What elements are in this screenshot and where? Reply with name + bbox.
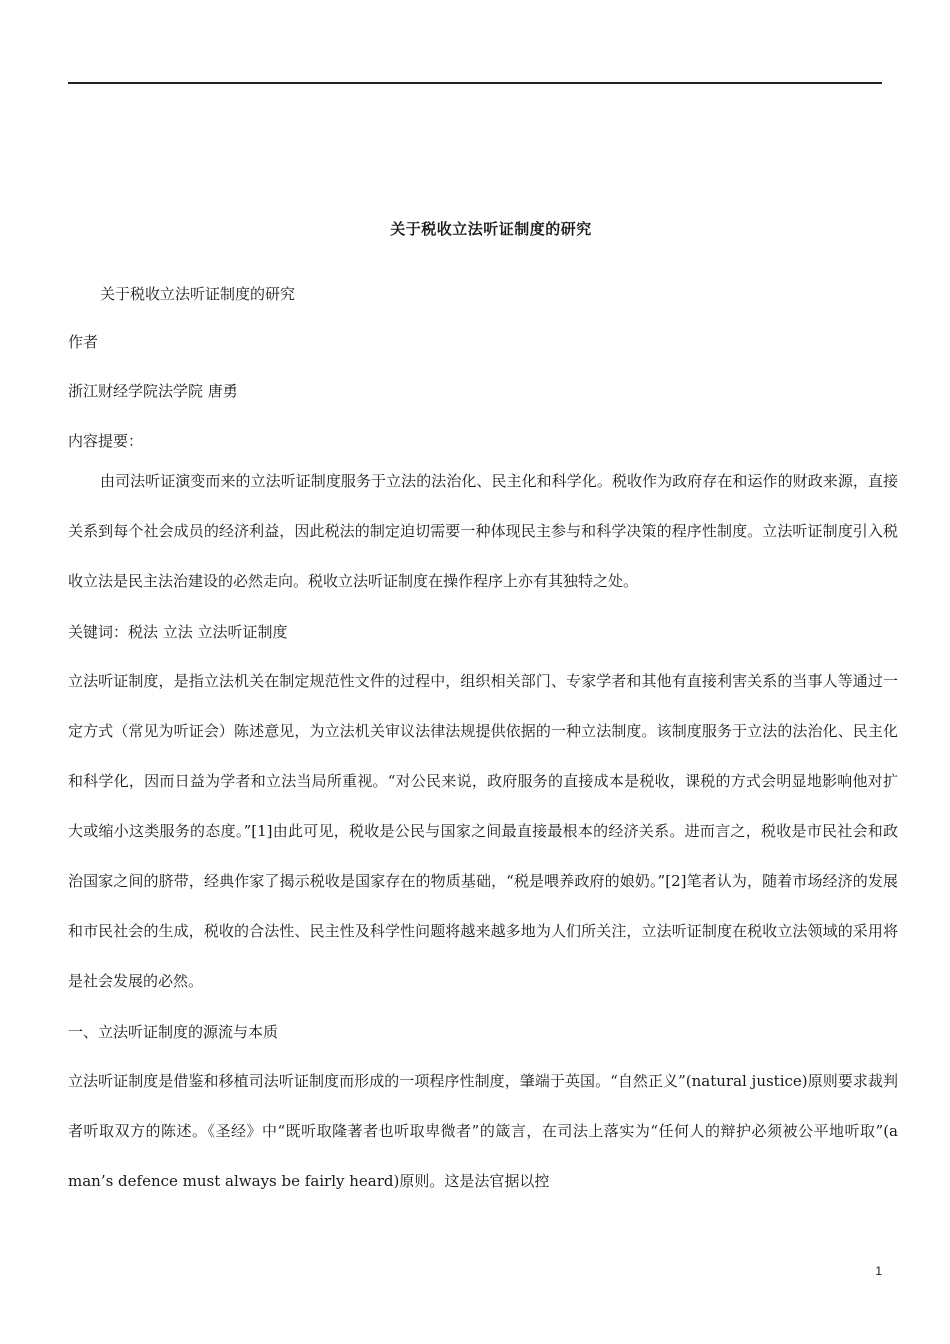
section-paragraph: 立法听证制度是借鉴和移植司法听证制度而形成的一项程序性制度，肇端于英国。“自然正义”(natural justice)原则要求裁判者听取双方的陈述。《圣经》中“既听取隆著者也听取卑微者”的箴言，在司法上落实为“任何人的辩护必须被公平地听取”(a man’s defence must always be fairly heard)原则。这是法官据以控 — [68, 1072, 898, 1190]
author-affiliation: 浙江财经学院法学院 唐勇 — [68, 382, 238, 400]
document-subtitle: 关于税收立法听证制度的研究 — [100, 285, 296, 303]
section-heading: 一、立法听证制度的源流与本质 — [68, 1023, 279, 1041]
header-rule — [68, 82, 882, 84]
abstract-label: 内容提要： — [68, 432, 144, 450]
abstract-paragraph: 由司法听证演变而来的立法听证制度服务于立法的法治化、民主化和科学化。税收作为政府存在和运作的财政来源，直接关系到每个社会成员的经济利益，因此税法的制定迫切需要一种体现民主参与和科学决策的程序性制度。立法听证制度引入税收立法是民主法治建设的必然走向。税收立法听证制度在操作程序上亦有其独特之处。 — [68, 472, 898, 590]
keywords-line: 关键词：税法 立法 立法听证制度 — [68, 623, 288, 641]
document-title: 关于税收立法听证制度的研究 — [390, 220, 592, 238]
author-label: 作者 — [68, 333, 99, 351]
page-number: 1 — [875, 1264, 882, 1278]
intro-paragraph: 立法听证制度，是指立法机关在制定规范性文件的过程中，组织相关部门、专家学者和其他有直接利害关系的当事人等通过一定方式（常见为听证会）陈述意见，为立法机关审议法律法规提供依据的一种立法制度。该制度服务于立法的法治化、民主化和科学化，因而日益为学者和立法当局所重视。“对公民来说，政府服务的直接成本是税收，课税的方式会明显地影响他对扩大或缩小这类服务的态度。”[1]由此可见，税收是公民与国家之间最直接最根本的经济关系。进而言之，税收是市民社会和政治国家之间的脐带，经典作家了揭示税收是国家存在的物质基础，“税是喂养政府的娘奶。”[2]笔者认为，随着市场经济的发展和市民社会的生成，税收的合法性、民主性及科学性问题将越来越多地为人们所关注，立法听证制度在税收立法领域的采用将是社会发展的必然。 — [68, 672, 898, 990]
